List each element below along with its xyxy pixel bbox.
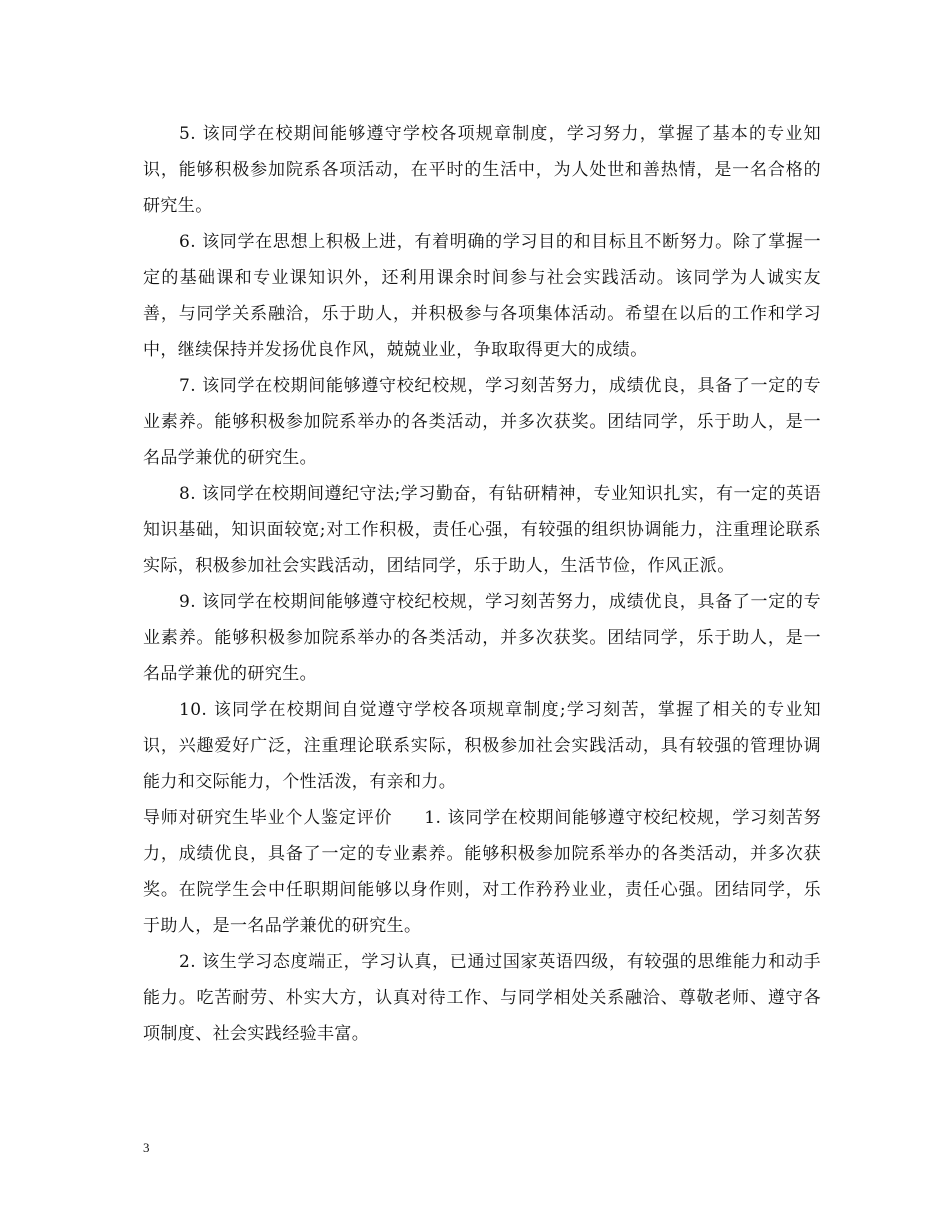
section-heading: 导师对研究生毕业个人鉴定评价 <box>143 808 393 828</box>
section-paragraph <box>143 800 821 944</box>
paragraph-item-2: 2. 该生学习态度端正，学习认真，已通过国家英语四级，有较强的思维能力和动手能力。吃苦耐劳、朴实大方，认真对待工作、与同学相处关系融洽、尊敬老师、遵守各项制度、社会实践经验丰富。 <box>143 952 821 1044</box>
section-first-paragraph: 1. 该同学在校期间能够遵守校纪校规，学习刻苦努力，成绩优良，具备了一定的专业素养。能够积极参加院系举办的各类活动，并多次获奖。在院学生会中任职期间能够以身作则，对工作矜矜业业，责任心强。团结同学，乐于助人，是一名品学兼优的研究生。 <box>143 808 821 936</box>
paragraph-item-7: 7. 该同学在校期间能够遵守校纪校规，学习刻苦努力，成绩优良，具备了一定的专业素养。能够积极参加院系举办的各类活动，并多次获奖。团结同学，乐于助人，是一名品学兼优的研究生。 <box>143 376 821 468</box>
paragraph-item-8: 8. 该同学在校期间遵纪守法;学习勤奋，有钻研精神，专业知识扎实，有一定的英语知识基础，知识面较宽;对工作积极，责任心强，有较强的组织协调能力，注重理论联系实际，积极参加社会实践活动，团结同学，乐于助人，生活节俭，作风正派。 <box>143 484 821 576</box>
paragraph-item-6: 6. 该同学在思想上积极上进，有着明确的学习目的和目标且不断努力。除了掌握一定的基础课和专业课知识外，还利用课余时间参与社会实践活动。该同学为人诚实友善，与同学关系融洽，乐于助人，并积极参与各项集体活动。希望在以后的工作和学习中，继续保持并发扬优良作风，兢兢业业，争取取得更大的成绩。 <box>143 232 821 360</box>
document-body <box>143 116 821 1052</box>
paragraph-item-9: 9. 该同学在校期间能够遵守校纪校规，学习刻苦努力，成绩优良，具备了一定的专业素养。能够积极参加院系举办的各类活动，并多次获奖。团结同学，乐于助人，是一名品学兼优的研究生。 <box>143 592 821 684</box>
paragraph-item-10: 10. 该同学在校期间自觉遵守学校各项规章制度;学习刻苦，掌握了相关的专业知识，兴趣爱好广泛，注重理论联系实际，积极参加社会实践活动，具有较强的管理协调能力和交际能力，个性活泼，有亲和力。 <box>143 700 821 792</box>
page-number: 3 <box>143 1140 150 1155</box>
paragraph-item-5: 5. 该同学在校期间能够遵守学校各项规章制度，学习努力，掌握了基本的专业知识，能够积极参加院系各项活动，在平时的生活中，为人处世和善热情，是一名合格的研究生。 <box>143 124 821 216</box>
